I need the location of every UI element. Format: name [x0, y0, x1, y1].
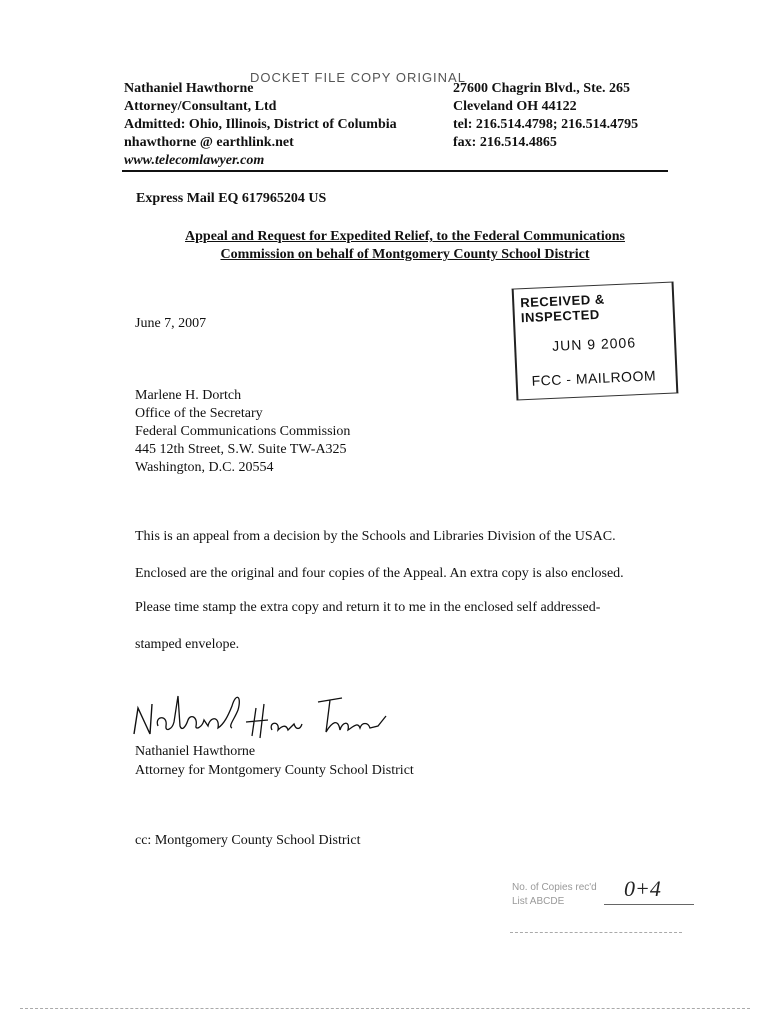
letterhead-admitted: Admitted: Ohio, Illinois, District of Columbia — [124, 117, 397, 132]
letterhead-address-line2: Cleveland OH 44122 — [453, 99, 577, 114]
subject-line-1: Appeal and Request for Expedited Relief, to the Federal Communications — [185, 229, 625, 244]
stamp-date: JUN 9 2006 — [551, 334, 637, 354]
list-label: List ABCDE — [512, 896, 565, 907]
recipient-address — [135, 387, 350, 477]
copies-count-handwritten: 0+4 — [624, 876, 661, 901]
recipient-office: Office of the Secretary — [135, 406, 263, 421]
bottom-scan-edge — [20, 1008, 750, 1009]
letterhead-divider — [122, 170, 668, 172]
letter-date: June 7, 2007 — [135, 316, 207, 331]
body-paragraph-1: This is an appeal from a decision by the Schools and Libraries Division of the USAC. — [135, 529, 616, 544]
letterhead-fax: fax: 216.514.4865 — [453, 135, 557, 150]
signature-block — [135, 742, 414, 780]
recipient-city: Washington, D.C. 20554 — [135, 460, 274, 475]
docket-file-copy-stamp: DOCKET FILE COPY ORIGINAL — [250, 70, 466, 85]
stamp-mailroom-label: FCC - MAILROOM — [531, 367, 657, 389]
subject-line-2: Commission on behalf of Montgomery County School District — [220, 247, 590, 262]
received-inspected-stamp — [512, 282, 679, 401]
letterhead-email: nhawthorne @ earthlink.net — [124, 135, 294, 150]
recipient-agency: Federal Communications Commission — [135, 424, 351, 439]
letterhead-name: Nathaniel Hawthorne — [124, 81, 254, 96]
body-paragraph-3: Please time stamp the extra copy and return it to me in the enclosed self addressed- — [135, 600, 601, 615]
stamp-received-label: RECEIVED & INSPECTED — [519, 291, 605, 326]
body-paragraph-3-cont: stamped envelope. — [135, 637, 240, 652]
letterhead-address-line1: 27600 Chagrin Blvd., Ste. 265 — [453, 81, 630, 96]
cc-line: cc: Montgomery County School District — [135, 833, 361, 848]
handwritten-signature — [128, 686, 398, 746]
copies-received-note — [508, 874, 698, 944]
copies-received-label: No. of Copies rec'd — [512, 882, 597, 893]
letterhead-title: Attorney/Consultant, Ltd — [124, 99, 277, 114]
letterhead-right — [453, 80, 638, 152]
body-paragraph-2: Enclosed are the original and four copies of the Appeal. An extra copy is also enclosed. — [135, 566, 624, 581]
letterhead-tel: tel: 216.514.4798; 216.514.4795 — [453, 117, 639, 132]
signer-role: Attorney for Montgomery County School District — [135, 763, 414, 778]
recipient-street: 445 12th Street, S.W. Suite TW-A325 — [135, 442, 347, 457]
recipient-name: Marlene H. Dortch — [135, 388, 242, 403]
subject-heading — [120, 228, 690, 264]
copies-count-underline — [604, 904, 694, 905]
signer-name: Nathaniel Hawthorne — [135, 744, 256, 759]
express-mail-number: Express Mail EQ 617965204 US — [136, 191, 327, 206]
letterhead-website: www.telecomlawyer.com — [124, 153, 265, 168]
corner-dotted-rule — [510, 932, 682, 933]
letterhead-left — [124, 80, 397, 170]
